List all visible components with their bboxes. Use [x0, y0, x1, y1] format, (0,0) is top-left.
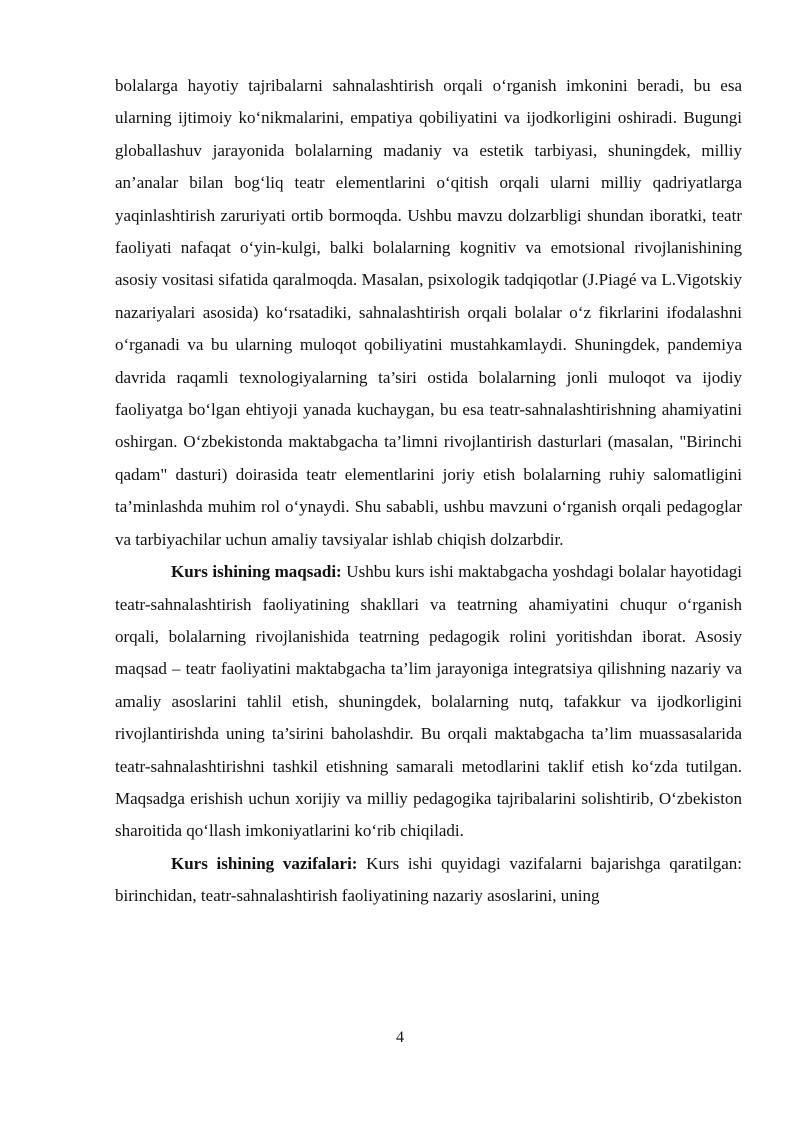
page-number: 4 [396, 1029, 404, 1046]
tasks-paragraph [115, 848, 742, 913]
tasks-heading: Kurs ishining vazifalari: [171, 853, 358, 873]
body-paragraph-1: bolalarga hayotiy tajribalarni sahnalashtirish orqali o‘rganish imkonini beradi, bu esa ularning ijtimoiy ko‘nikmalarini, empatiya qobiliyatini va ijodkorligini oshiradi. Bugungi globallashuv jarayonida bolalarning madaniy va estetik tarbiyasi, shuningdek, milliy an’analar bilan bog‘liq teatr elementlarini o‘qitish orqali ularni milliy qadriyatlarga yaqinlashtirish zaruriyati ortib bormoqda. Ushbu mavzu dolzarbligi shundan iboratki, teatr faoliyati nafaqat o‘yin-kulgi, balki bolalarning kognitiv va emotsional rivojlanishining asosiy vositasi sifatida qaralmoqda. Masalan, psixologik tadqiqotlar (J.Piagé va L.Vigotskiy nazariyalari asosida) ko‘rsatadiki, sahnalashtirish orqali bolalar o‘z fikrlarini ifodalashni o‘rganadi va bu ularning muloqot qobiliyatini mustahkamlaydi. Shuningdek, pandemiya davrida raqamli texnologiyalarning ta’siri ostida bolalarning jonli muloqot va ijodiy faoliyatga bo‘lgan ehtiyoji yanada kuchaygan, bu esa teatr-sahnalashtirishning ahamiyatini oshirgan. O‘zbekistonda maktabgacha ta’limni rivojlantirish dasturlari (masalan, "Birinchi qadam" dasturi) doirasida teatr elementlarini joriy etish bolalarning ruhiy salomatligini ta’minlashda muhim rol o‘ynaydi. Shu sababli, ushbu mavzuni o‘rganish orqali pedagoglar va tarbiyachilar uchun amaliy tavsiyalar ishlab chiqish dolzarbdir. [115, 76, 742, 549]
tasks-text: Kurs ishi quyidagi vazifalarni bajarishga qaratilgan: birinchidan, teatr-sahnalashtirish faoliyatining nazariy asoslarini, uning [115, 853, 742, 906]
goal-heading: Kurs ishining maqsadi: [171, 562, 342, 582]
goal-text: Ushbu kurs ishi maktabgacha yoshdagi bolalar hayotidagi teatr-sahnalashtirish faoliyatining shakllari va teatrning ahamiyatini chuqur o‘rganish orqali, bolalarning rivojlanishida teatrning pedagogik rolini yoritishdan iborat. Asosiy maqsad – teatr faoliyatini maktabgacha ta’lim jarayoniga integratsiya qilishning nazariy va amaliy asoslarini tahlil etish, shuningdek, bolalarning nutq, tafakkur va ijodkorligini rivojlantirishda uning ta’sirini baholashdir. Bu orqali maktabgacha ta’lim muassasalarida teatr-sahnalashtirishni tashkil etishning samarali metodlarini taklif etish ko‘zda tutilgan. Maqsadga erishish uchun xorijiy va milliy pedagogika tajribalarini solishtirib, O‘zbekiston sharoitida qo‘llash imkoniyatlarini ko‘rib chiqiladi. [115, 562, 743, 841]
goal-paragraph [115, 556, 742, 848]
document-page [115, 70, 742, 913]
